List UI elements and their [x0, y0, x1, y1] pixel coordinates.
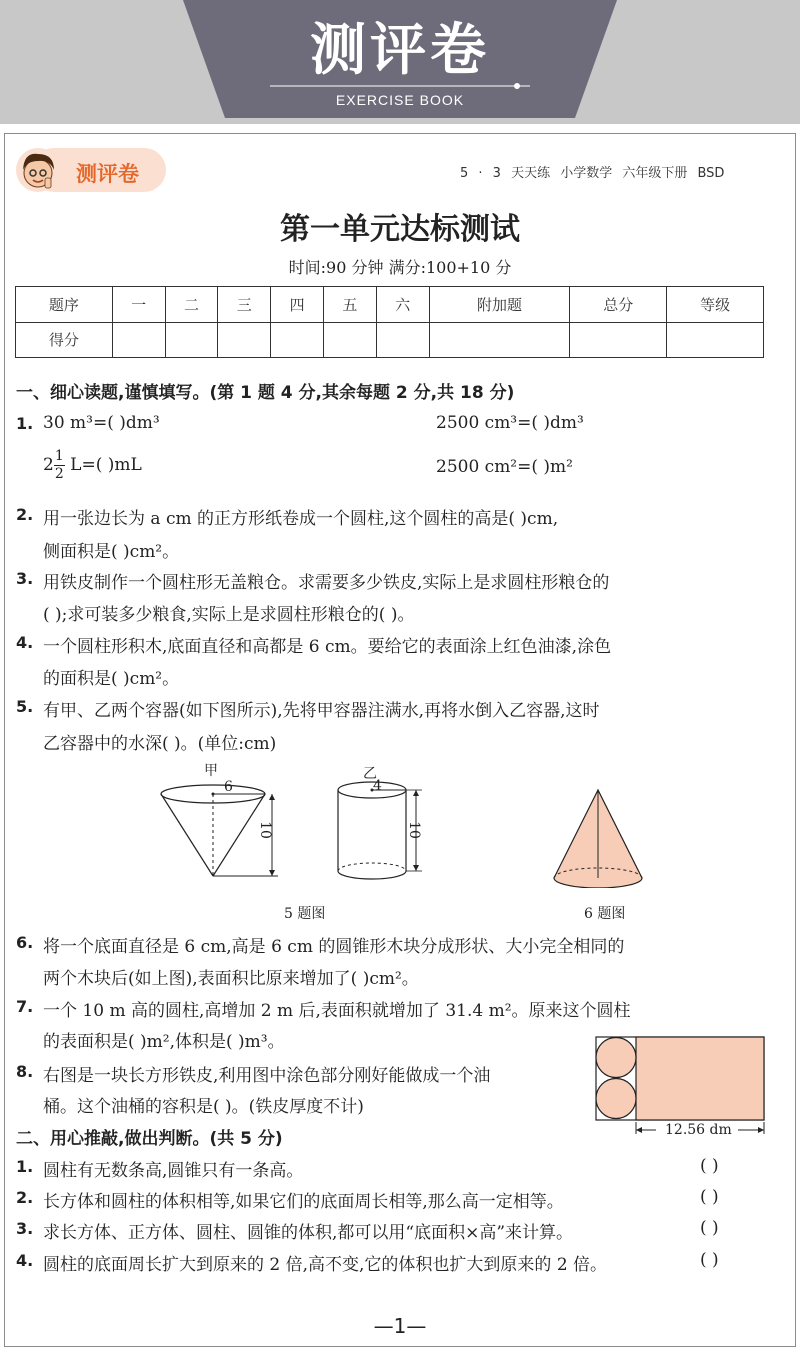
question-number: 1.	[16, 414, 34, 433]
question-number: 2.	[16, 1188, 34, 1207]
score-input-cell[interactable]	[376, 322, 429, 358]
page-number: —1—	[373, 1314, 427, 1338]
q1-part-c	[43, 448, 142, 483]
score-cell: 四	[271, 287, 324, 323]
mixed-whole: 2	[43, 455, 54, 475]
label-jia-radius: 6	[224, 779, 233, 795]
score-cell: 一	[112, 287, 165, 323]
q1-part-c-rest: L=( )mL	[70, 455, 142, 475]
question-number: 1.	[16, 1157, 34, 1176]
answer-paren[interactable]: ( )	[700, 1218, 719, 1238]
label-yi-height: 10	[405, 821, 422, 839]
fraction	[54, 448, 65, 483]
judge-item-2: 长方体和圆柱的体积相等,如果它们的底面周长相等,那么高一定相等。	[43, 1192, 564, 1212]
label-jia: 甲	[204, 763, 218, 779]
score-input-cell[interactable]	[667, 322, 764, 358]
question-number: 5.	[16, 697, 34, 716]
answer-paren[interactable]: ( )	[700, 1156, 719, 1176]
q5-line2: 乙容器中的水深( )。(单位:cm)	[43, 734, 277, 754]
score-cell: 五	[324, 287, 377, 323]
banner-title: 测评卷	[310, 18, 490, 83]
q8-line1: 右图是一块长方形铁皮,利用图中涂色部分刚好能做成一个油	[43, 1066, 491, 1086]
banner-subtitle: EXERCISE BOOK	[335, 92, 465, 108]
q6-line2: 两个木块后(如上图),表面积比原来增加了( )cm²。	[43, 969, 419, 989]
score-input-cell[interactable]	[218, 322, 271, 358]
banner	[0, 0, 800, 124]
score-row-label: 得分	[16, 322, 113, 358]
score-header-row	[16, 287, 764, 323]
page-title: 第一单元达标测试	[280, 212, 520, 247]
q5-line1: 有甲、乙两个容器(如下图所示),先将甲容器注满水,再将水倒入乙容器,这时	[43, 701, 600, 721]
q1-part-a: 30 m³=( )dm³	[43, 413, 160, 433]
fraction-numerator: 1	[54, 448, 64, 464]
q8-dimension-label: 12.56 dm	[665, 1122, 732, 1138]
question-number: 8.	[16, 1062, 34, 1081]
score-cell: 附加题	[429, 287, 570, 323]
score-input-cell[interactable]	[271, 322, 324, 358]
q6-line1: 将一个底面直径是 6 cm,高是 6 cm 的圆锥形木块分成形状、大小完全相同的	[43, 937, 625, 957]
exam-meta: 时间:90 分钟 满分:100+10 分	[288, 258, 512, 277]
caption-figure6: 6 题图	[584, 906, 626, 922]
q8-line2: 桶。这个油桶的容积是( )。(铁皮厚度不计)	[43, 1097, 364, 1117]
score-cell: 总分	[570, 287, 667, 323]
score-cell: 二	[165, 287, 218, 323]
judge-item-1: 圆柱有无数条高,圆锥只有一条高。	[43, 1161, 304, 1181]
section2-heading: 二、用心推敲,做出判断。(共 5 分)	[16, 1129, 283, 1149]
question-number: 3.	[16, 1219, 34, 1238]
score-cell: 题序	[16, 287, 113, 323]
score-table	[15, 286, 764, 358]
section1-heading: 一、细心读题,谨慎填写。(第 1 题 4 分,其余每题 2 分,共 18 分)	[16, 383, 515, 403]
score-input-cell[interactable]	[324, 322, 377, 358]
score-input-cell[interactable]	[429, 322, 570, 358]
caption-figure5: 5 题图	[284, 906, 326, 922]
score-input-cell[interactable]	[112, 322, 165, 358]
logo-text: 测评卷	[76, 162, 139, 186]
question-number: 2.	[16, 505, 34, 524]
score-cell: 六	[376, 287, 429, 323]
label-yi-radius: 4	[373, 778, 382, 794]
q7-line1: 一个 10 m 高的圆柱,高增加 2 m 后,表面积就增加了 31.4 m²。原来这个圆柱	[43, 1001, 631, 1021]
series-info: 5 · 3 天天练 小学数学 六年级下册 BSD	[460, 166, 725, 181]
answer-paren[interactable]: ( )	[700, 1187, 719, 1207]
fraction-denominator: 2	[54, 466, 64, 482]
score-cell: 三	[218, 287, 271, 323]
question-number: 7.	[16, 997, 34, 1016]
score-input-cell[interactable]	[570, 322, 667, 358]
score-cell: 等级	[667, 287, 764, 323]
label-jia-height: 10	[256, 821, 273, 839]
q1-part-b: 2500 cm³=( )dm³	[436, 413, 584, 433]
q1-part-d: 2500 cm²=( )m²	[436, 457, 573, 477]
cone-figure-q6	[554, 790, 642, 888]
question-number: 4.	[16, 1251, 34, 1270]
label-yi: 乙	[363, 766, 377, 782]
score-value-row	[16, 322, 764, 358]
judge-item-3: 求长方体、正方体、圆柱、圆锥的体积,都可以用“底面积×高”来计算。	[43, 1223, 574, 1243]
question-number: 3.	[16, 569, 34, 588]
question-number: 6.	[16, 933, 34, 952]
answer-paren[interactable]: ( )	[700, 1250, 719, 1270]
q2-line1: 用一张边长为 a cm 的正方形纸卷成一个圆柱,这个圆柱的高是( )cm,	[43, 509, 559, 529]
judge-item-4: 圆柱的底面周长扩大到原来的 2 倍,高不变,它的体积也扩大到原来的 2 倍。	[43, 1255, 608, 1275]
score-input-cell[interactable]	[165, 322, 218, 358]
q4-line2: 的面积是( )cm²。	[43, 669, 180, 689]
q2-line2: 侧面积是( )cm²。	[43, 542, 180, 562]
q4-line1: 一个圆柱形积木,底面直径和高都是 6 cm。要给它的表面涂上红色油漆,涂色	[43, 637, 612, 657]
q3-line2: ( );求可装多少粮食,实际上是求圆柱形粮仓的( )。	[43, 605, 415, 625]
q7-line2: 的表面积是( )m²,体积是( )m³。	[43, 1032, 285, 1052]
q3-line1: 用铁皮制作一个圆柱形无盖粮仓。求需要多少铁皮,实际上是求圆柱形粮仓的	[43, 573, 610, 593]
question-number: 4.	[16, 633, 34, 652]
